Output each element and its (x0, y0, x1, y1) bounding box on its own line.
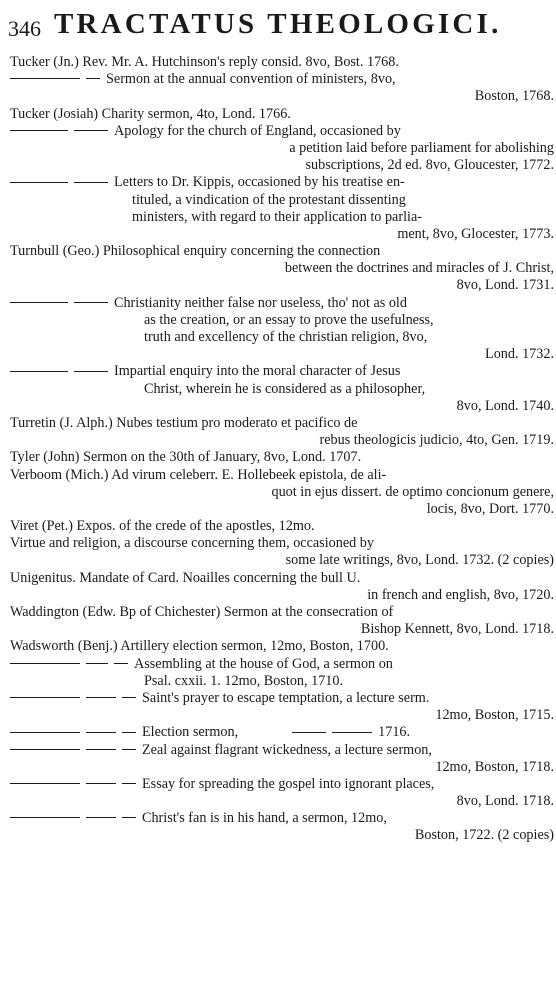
entry-line: Turnbull (Geo.) Philosophical enquiry concerning the connection (10, 243, 381, 260)
catalog-entry (10, 467, 554, 519)
entry-line: Verboom (Mich.) Ad virum celeberr. E. Hollebeek epistola, de ali- (10, 466, 387, 483)
entry-line: Wadsworth (Benj.) Artillery election sermon, 12mo, Boston, 1700. (10, 638, 389, 655)
entry-line (10, 742, 554, 759)
catalog-entry (10, 690, 554, 724)
catalog-entry (10, 776, 554, 810)
entry-line: Tucker (Josiah) Charity sermon, 4to, Lond. 1766. (10, 105, 291, 122)
entry-line: truth and excellency of the christian religion, 8vo, (144, 329, 428, 345)
catalog-entry (10, 415, 554, 449)
entry-line: 8vo, Lond. 1718. (456, 793, 554, 810)
entry-line-text: Essay for spreading the gospel into ignorant places, (142, 775, 435, 792)
ditto-dash (122, 697, 136, 698)
entry-line (10, 71, 554, 88)
entry-line (10, 123, 554, 140)
entry-line: Lond. 1732. (485, 346, 554, 363)
entry-line: Boston, 1722. (2 copies) (414, 827, 554, 844)
entry-line-text: Christianity neither false nor useless, tho' not as old (114, 294, 407, 311)
catalog-entry (10, 656, 554, 690)
entry-line: Boston, 1768. (474, 88, 554, 105)
entry-line (10, 174, 554, 191)
ditto-dash (86, 732, 116, 733)
entry-line-text: Christ's fan is in his hand, a sermon, 12mo, (142, 810, 387, 827)
entry-line: Bishop Kennett, 8vo, Lond. 1718. (360, 621, 554, 638)
ditto-dash (86, 817, 116, 818)
catalog-entry (10, 518, 554, 535)
ditto-dash (10, 302, 68, 303)
entry-line-text: Apology for the church of England, occasioned by (114, 122, 401, 139)
entry-line: 12mo, Boston, 1718. (435, 758, 554, 775)
entry-line: Christ, wherein he is considered as a philosopher, (144, 380, 426, 397)
entry-line: tituled, a vindication of the protestant dissenting (132, 191, 406, 208)
catalog-entry (10, 363, 554, 415)
entry-line-text: Election sermon, (142, 724, 239, 741)
ditto-dash (74, 302, 108, 303)
entry-line-text: Zeal against flagrant wickedness, a lecture sermon, (142, 741, 432, 758)
ditto-dash (10, 783, 80, 784)
ditto-dash (86, 749, 116, 750)
entry-line (10, 690, 554, 707)
entry-line-text: Sermon at the annual convention of ministers, 8vo, (106, 71, 396, 88)
entry-line: between the doctrines and miracles of J. Christ, (284, 260, 554, 277)
entry-line: ment, 8vo, Glocester, 1773. (397, 225, 554, 242)
entry-line (10, 776, 554, 793)
ditto-dash (74, 371, 108, 372)
ditto-dash (86, 697, 116, 698)
entry-line (10, 810, 554, 827)
entry-line: ministers, with regard to their application to parlia- (132, 208, 422, 225)
catalog-entry (10, 243, 554, 295)
entry-line: in french and english, 8vo, 1720. (367, 586, 554, 603)
entry-line (10, 363, 554, 380)
catalog-entry (10, 724, 554, 741)
ditto-dash (10, 697, 80, 698)
catalog-entry (10, 604, 554, 638)
entry-line: Virtue and religion, a discourse concerning them, occasioned by (10, 535, 374, 552)
catalog-entry (10, 449, 554, 466)
catalog-entry (10, 638, 554, 655)
catalog-entry (10, 535, 554, 569)
ditto-dash (74, 182, 108, 183)
catalog-entry (10, 106, 554, 175)
ditto-dash (86, 78, 100, 79)
entry-line: Viret (Pet.) Expos. of the crede of the apostles, 12mo. (10, 518, 315, 535)
entry-line: Waddington (Edw. Bp of Chichester) Sermon at the consecration of (10, 604, 394, 620)
ditto-dash (10, 371, 68, 372)
ditto-dash (122, 783, 136, 784)
ditto-dash (122, 817, 136, 818)
entry-line: as the creation, or an essay to prove the usefulness, (144, 311, 434, 328)
ditto-dash (332, 732, 372, 733)
catalog-entry (10, 54, 554, 106)
ditto-dash (86, 663, 108, 664)
entry-line (10, 724, 554, 741)
page-number: 346 (8, 16, 41, 41)
entry-line: Psal. cxxii. 1. 12mo, Boston, 1710. (144, 672, 344, 689)
catalog-entry (10, 742, 554, 776)
page-title: TRACTATUS THEOLOGICI. (54, 8, 502, 40)
ditto-dash (10, 817, 80, 818)
ditto-dash (10, 663, 80, 664)
ditto-dash (86, 783, 116, 784)
catalog-entry (10, 295, 554, 364)
ditto-dash (122, 749, 136, 750)
entry-year: 1716. (378, 724, 411, 741)
ditto-dash (10, 749, 80, 750)
ditto-dash (10, 78, 80, 79)
ditto-dash (74, 130, 108, 131)
catalog-entry (10, 570, 554, 604)
entry-line: 12mo, Boston, 1715. (435, 707, 554, 724)
catalog-entry (10, 174, 554, 243)
entry-line: Tyler (John) Sermon on the 30th of January, 8vo, Lond. 1707. (10, 449, 362, 466)
entry-line: subscriptions, 2d ed. 8vo, Gloucester, 1772. (305, 157, 554, 174)
entry-line (10, 656, 554, 673)
entry-line: 8vo, Lond. 1731. (456, 277, 554, 294)
entry-line: Turretin (J. Alph.) Nubes testium pro moderato et pacifico de (10, 414, 358, 431)
entry-line-text: Assembling at the house of God, a sermon on (134, 655, 393, 672)
entry-line: some late writings, 8vo, Lond. 1732. (2 copies) (285, 552, 554, 569)
entry-line: rebus theologicis judicio, 4to, Gen. 1719. (319, 432, 554, 449)
catalog-entries (10, 54, 554, 845)
entry-line: 8vo, Lond. 1740. (456, 397, 554, 414)
entry-line: Unigenitus. Mandate of Card. Noailles concerning the bull U. (10, 569, 361, 586)
ditto-dash (10, 732, 80, 733)
ditto-dash (10, 130, 68, 131)
entry-line-text: Saint's prayer to escape temptation, a lecture serm. (142, 689, 430, 706)
entry-line-text: Letters to Dr. Kippis, occasioned by his treatise en- (114, 174, 405, 191)
ditto-dash (122, 732, 136, 733)
ditto-dash (292, 732, 326, 733)
entry-line: a petition laid before parliament for abolishing (289, 139, 554, 156)
ditto-dash (10, 182, 68, 183)
entry-line-text: Impartial enquiry into the moral character of Jesus (114, 363, 401, 380)
entry-line (10, 295, 554, 312)
page-header (8, 4, 548, 44)
catalog-entry (10, 810, 554, 844)
entry-line: locis, 8vo, Dort. 1770. (426, 500, 554, 517)
entry-line: quot in ejus dissert. de optimo concionum genere, (271, 483, 554, 500)
entry-line: Tucker (Jn.) Rev. Mr. A. Hutchinson's reply consid. 8vo, Bost. 1768. (10, 54, 399, 70)
ditto-dash (114, 663, 128, 664)
